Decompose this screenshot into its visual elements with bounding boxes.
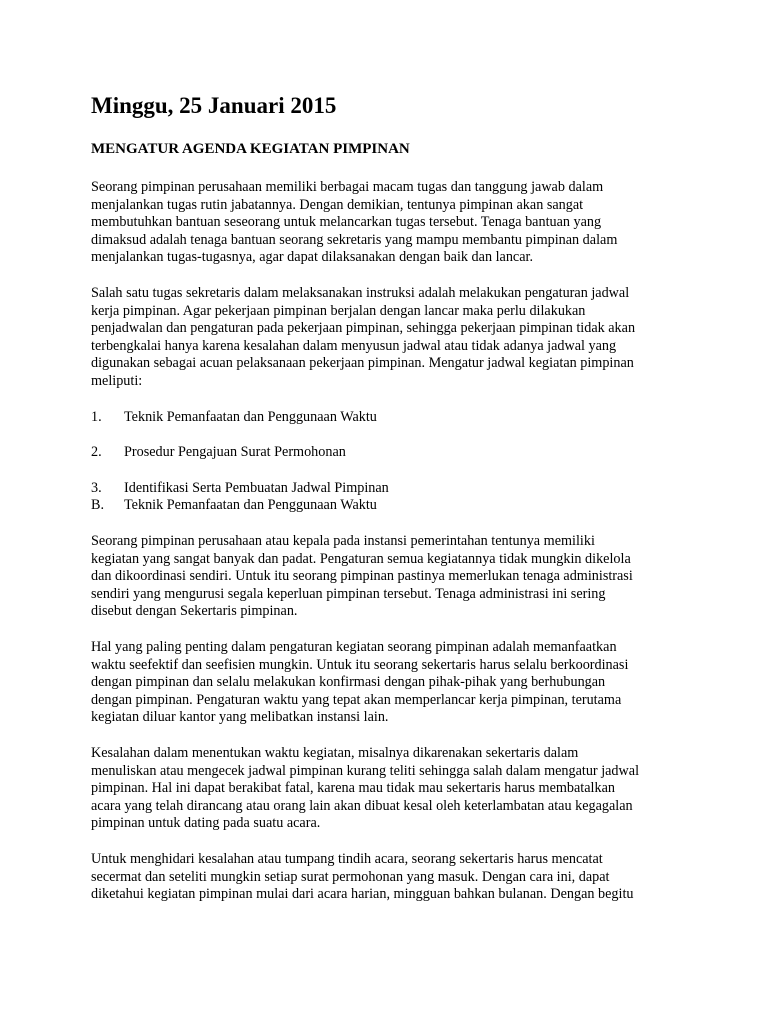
list-marker: 1. [91,409,102,425]
paragraph-line: Salah satu tugas sekretaris dalam melaksanakan instruksi adalah melakukan pengaturan jadwal [91,285,630,301]
paragraph-line: disebut dengan Sekertaris pimpinan. [91,603,298,619]
list-marker: 3. [91,480,102,496]
paragraph-line: Seorang pimpinan perusahaan atau kepala pada instansi pemerintahan tentunya memiliki [91,533,595,549]
paragraph-line: waktu seefektif dan seefisien mungkin. Untuk itu seorang sekertaris harus selalu berkoordinasi [91,657,629,673]
paragraph-line: kegiatan yang sangat banyak dan padat. Pengaturan semua kegiatannya tidak mungkin dikelola [91,551,631,567]
paragraph-line: sendiri yang mengurusi segala keperluan pimpinan tersebut. Tenaga administrasi ini sering [91,586,606,602]
paragraph-line: menjalankan tugas-tugasnya, agar dapat dilaksanakan dengan baik dan lancar. [91,249,534,265]
list-marker: 2. [91,444,102,460]
paragraph-line: digunakan sebagai acuan pelaksanaan pekerjaan pimpinan. Mengatur jadwal kegiatan pimpinan [91,355,634,371]
paragraph-line: penjadwalan dan pengaturan pada pekerjaan pimpinan, sehingga pekerjaan pimpinan tidak akan [91,320,636,336]
paragraph-line: meliputi: [91,373,143,389]
paragraph-line: kegiatan diluar kantor yang melibatkan instansi lain. [91,709,389,725]
paragraph-line: pimpinan untuk dating pada suatu acara. [91,815,321,831]
section-title: MENGATUR AGENDA KEGIATAN PIMPINAN [91,141,410,157]
list-item-text: Teknik Pemanfaatan dan Penggunaan Waktu [124,497,377,513]
date-heading: Minggu, 25 Januari 2015 [91,93,337,118]
paragraph-line: menjalankan tugas rutin jabatannya. Dengan demikian, tentunya pimpinan akan sangat [91,197,584,213]
paragraph-line: dengan pimpinan. Pengaturan waktu yang tepat akan memperlancar kerja pimpinan, terutama [91,692,622,708]
paragraph-line: acara yang telah dirancang atau orang lain akan dibuat kesal oleh keterlambatan atau kegagalan [91,798,633,814]
list-item-text: Identifikasi Serta Pembuatan Jadwal Pimpinan [124,480,389,496]
paragraph-line: diketahui kegiatan pimpinan mulai dari acara harian, mingguan bahkan bulanan. Dengan begitu [91,886,634,902]
paragraph-line: Untuk menghidari kesalahan atau tumpang tindih acara, seorang sekertaris harus mencatat [91,851,603,867]
paragraph-line: menuliskan atau mengecek jadwal pimpinan kurang teliti sehingga salah dalam mengatur jadwal [91,763,640,779]
paragraph-line: terbengkalai hanya karena kesalahan dalam menyusun jadwal atau tidak adanya jadwal yang [91,338,617,354]
paragraph-line: secermat dan seteliti mungkin setiap surat permohonan yang masuk. Dengan cara ini, dapat [91,869,610,885]
paragraph-line: Kesalahan dalam menentukan waktu kegiatan, misalnya dikarenakan sekertaris dalam [91,745,579,761]
paragraph-line: Hal yang paling penting dalam pengaturan kegiatan seorang pimpinan adalah memanfaatkan [91,639,617,655]
list-item-text: Prosedur Pengajuan Surat Permohonan [124,444,346,460]
paragraph-line: Seorang pimpinan perusahaan memiliki berbagai macam tugas dan tanggung jawab dalam [91,179,604,195]
list-item-text: Teknik Pemanfaatan dan Penggunaan Waktu [124,409,377,425]
paragraph-line: dimaksud adalah tenaga bantuan seorang sekretaris yang mampu membantu pimpinan dalam [91,232,618,248]
list-marker: B. [91,497,105,513]
paragraph-line: dengan pimpinan dan selalu melakukan konfirmasi dengan pihak-pihak yang berhubungan [91,674,606,690]
paragraph-line: pimpinan. Hal ini dapat berakibat fatal, karena mau tidak mau sekertaris harus membatalkan [91,780,615,796]
paragraph-line: kerja pimpinan. Agar pekerjaan pimpinan berjalan dengan lancar maka perlu dilakukan [91,303,586,319]
paragraph-line: dan dikoordinasi sendiri. Untuk itu seorang pimpinan pastinya memerlukan tenaga administrasi [91,568,633,584]
paragraph-line: membutuhkan bantuan seseorang untuk melancarkan tugas tersebut. Tenaga bantuan yang [91,214,602,230]
